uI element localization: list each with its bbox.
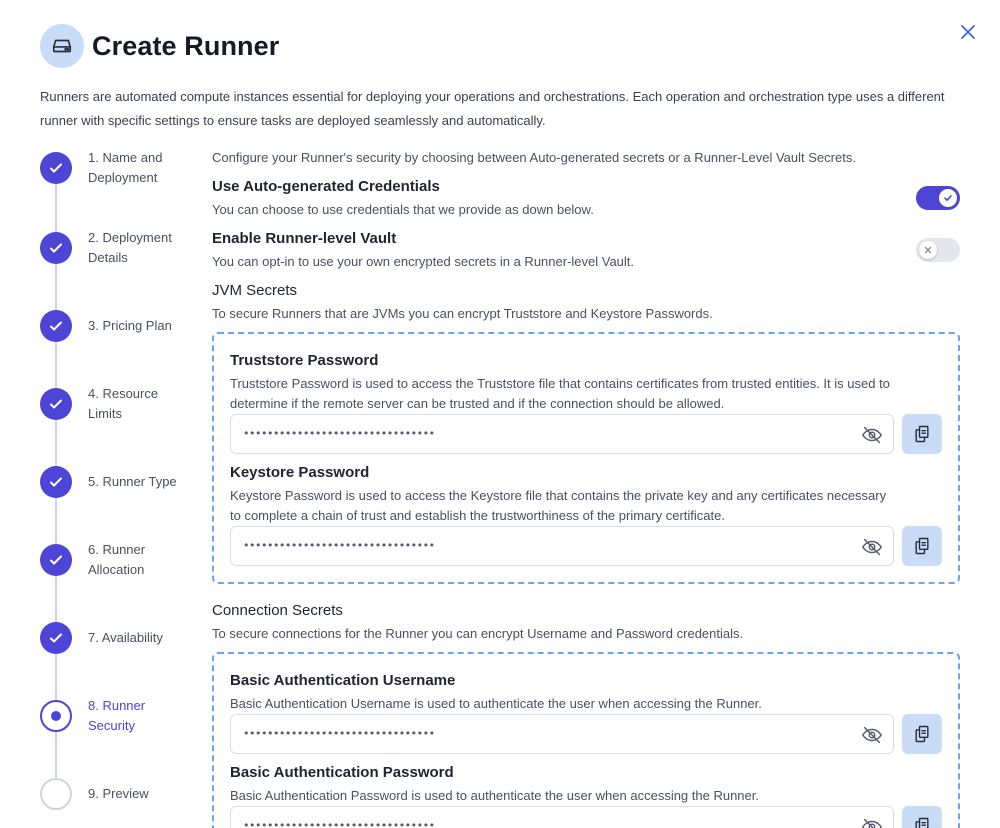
eye-off-icon[interactable] (861, 424, 883, 446)
password-value: •••••••••••••••••••••••••••••••• (243, 727, 435, 740)
step-3[interactable] (40, 308, 190, 348)
jvm-secrets-title: JVM Secrets (212, 282, 298, 299)
basic-username-title: Basic Authentication Username (230, 672, 456, 689)
page-title: Create Runner (92, 30, 280, 61)
step-label: 9. Preview (88, 786, 149, 801)
eye-off-icon[interactable] (861, 724, 883, 746)
auto-credentials-title: Use Auto-generated Credentials (212, 178, 440, 195)
password-value: •••••••••••••••••••••••••••••••• (243, 539, 435, 552)
step-6[interactable] (40, 542, 190, 582)
check-icon (40, 152, 72, 184)
basic-username-desc: Basic Authentication Username is used to authenticate the user when accessing the Runner. (230, 696, 762, 711)
check-icon (40, 232, 72, 264)
pending-step-icon (40, 778, 72, 810)
truststore-desc: Truststore Password is used to access the Truststore file that contains certificates from trusted entities. It is used to determine if the remote server can be trusted and if the connection should be allowed. (230, 376, 890, 411)
check-icon (939, 189, 957, 207)
keystore-desc: Keystore Password is used to access the Keystore file that contains the private key and any certificates necessary to complete a chain of trust and establish the trustworthiness of the primary certificate. (230, 488, 887, 523)
step-4[interactable] (40, 386, 190, 426)
step-7[interactable] (40, 620, 190, 660)
step-9[interactable] (40, 776, 190, 816)
step-label: 6. Runner Allocation (88, 542, 146, 577)
check-icon (40, 310, 72, 342)
check-icon (40, 544, 72, 576)
password-value: •••••••••••••••••••••••••••••••• (243, 819, 435, 828)
basic-password-title: Basic Authentication Password (230, 764, 454, 781)
step-label: 3. Pricing Plan (88, 318, 172, 333)
copy-icon (912, 724, 932, 744)
step-label: 8. Runner Security (88, 698, 146, 733)
basic-password-desc: Basic Authentication Password is used to authenticate the user when accessing the Runner. (230, 788, 759, 803)
security-lead: Configure your Runner's security by choosing between Auto-generated secrets or a Runner-Level Vault Secrets. (212, 150, 856, 165)
step-label: 7. Availability (88, 630, 163, 645)
eye-off-icon[interactable] (861, 816, 883, 828)
copy-icon (912, 816, 932, 828)
step-2[interactable] (40, 230, 190, 270)
vault-desc: You can opt-in to use your own encrypted secrets in a Runner-level Vault. (212, 254, 635, 269)
server-icon (40, 24, 84, 68)
keystore-password-input[interactable] (230, 526, 894, 566)
step-1[interactable] (40, 150, 190, 190)
auto-credentials-toggle[interactable] (916, 186, 960, 210)
auto-credentials-desc: You can choose to use credentials that we provide as down below. (212, 202, 594, 217)
step-label: 4. Resource Limits (88, 386, 159, 421)
check-icon (40, 466, 72, 498)
vault-toggle[interactable] (916, 238, 960, 262)
connection-secrets-title: Connection Secrets (212, 602, 343, 619)
x-icon (919, 241, 937, 259)
keystore-title: Keystore Password (230, 464, 370, 481)
jvm-secrets-box (212, 332, 960, 584)
copy-keystore-button[interactable] (902, 526, 942, 566)
check-icon (40, 388, 72, 420)
step-label: 2. Deployment Details (88, 230, 172, 265)
password-value: •••••••••••••••••••••••••••••••• (243, 427, 435, 440)
jvm-secrets-desc: To secure Runners that are JVMs you can encrypt Truststore and Keystore Passwords. (212, 306, 713, 321)
security-panel (212, 148, 962, 828)
dialog-header (40, 24, 279, 68)
intro-text: Runners are automated compute instances essential for deploying your operations and orchestrations. Each operation and orchestration type uses a different runner with specific settings to ensure tasks are deployed seamlessly and automatically. (40, 89, 945, 128)
truststore-title: Truststore Password (230, 352, 379, 369)
step-label: 1. Name and Deployment (88, 150, 163, 185)
vault-title: Enable Runner-level Vault (212, 230, 397, 247)
step-8[interactable] (40, 698, 190, 738)
copy-icon (912, 536, 932, 556)
step-5[interactable] (40, 464, 190, 504)
eye-off-icon[interactable] (861, 536, 883, 558)
stepper (40, 150, 190, 828)
current-step-icon (40, 700, 72, 732)
basic-password-input[interactable] (230, 806, 894, 828)
copy-password-button[interactable] (902, 806, 942, 828)
close-icon[interactable] (957, 21, 979, 43)
connection-secrets-desc: To secure connections for the Runner you can encrypt Username and Password credentials. (212, 626, 744, 641)
check-icon (40, 622, 72, 654)
copy-username-button[interactable] (902, 714, 942, 754)
step-label: 5. Runner Type (88, 474, 177, 489)
copy-icon (912, 424, 932, 444)
truststore-password-input[interactable] (230, 414, 894, 454)
basic-username-input[interactable] (230, 714, 894, 754)
connection-secrets-box (212, 652, 960, 828)
copy-truststore-button[interactable] (902, 414, 942, 454)
